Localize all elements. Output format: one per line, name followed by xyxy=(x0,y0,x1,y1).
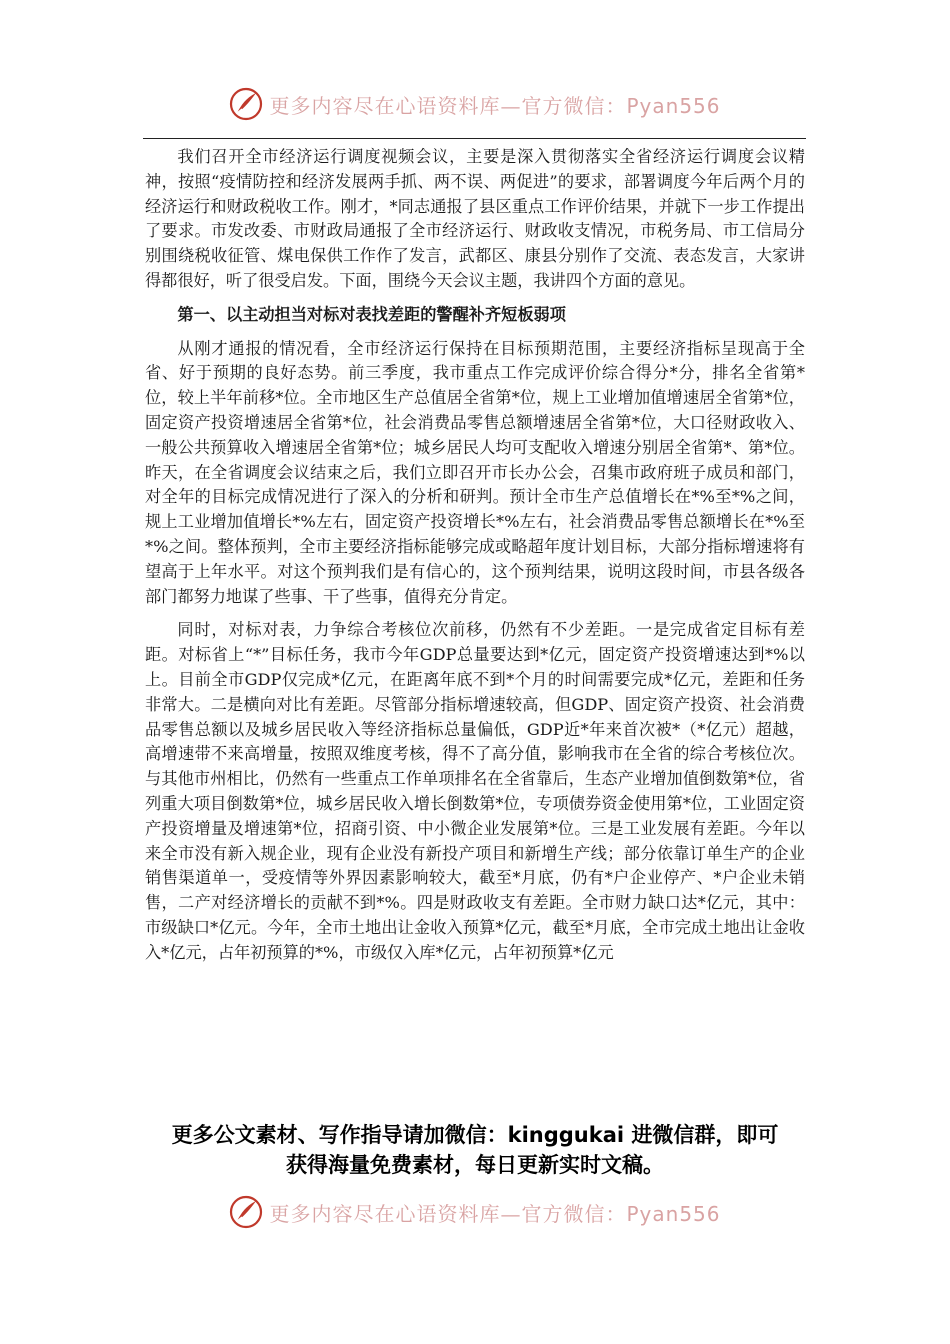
banner-wechat-id: Pyan556 xyxy=(626,93,721,118)
promo-line-2: 获得海量免费素材，每日更新实时文稿。 xyxy=(286,1153,664,1177)
paragraph-situation: 从刚才通报的情况看，全市经济运行保持在目标预期范围，主要经济指标呈现高于全省、好于预期的良好态势。前三季度，我市重点工作完成评价综合得分*分，排名全省第*位，较上半年前移*位。全市地区生产总值居全省第*位，规上工业增加值增速居全省第*位，固定资产投资增速居全省第*位，社会消费品零售总额增速居全省第*位，大口径财政收入、一般公共预算收入增速居全省第*位；城乡居民人均可支配收入增速分别居全省第*、第*位。昨天，在全省调度会议结束之后，我们立即召开市长办公会，召集市政府班子成员和部门，对全年的目标完成情况进行了深入的分析和研判。预计全市生产总值增长在*%至*%之间，规上工业增加值增长*%左右，固定资产投资增长*%左右，社会消费品零售总额增长在*%至*%之间。整体预判，全市主要经济指标能够完成或略超年度计划目标，大部分指标增速将有望高于上年水平。对这个预判我们是有信心的，这个预判结果，说明这段时间，市县各级各部门都努力地谋了些事、干了些事，值得充分肯定。 xyxy=(145,338,805,606)
header-banner xyxy=(0,84,950,124)
header-divider xyxy=(143,138,806,139)
promo-line-1: 更多公文素材、写作指导请加微信：kinggukai 进微信群，即可 xyxy=(171,1123,779,1147)
paragraph-gaps: 同时，对标对表，力争综合考核位次前移，仍然有不少差距。一是完成省定目标有差距。对标省上“*”目标任务，我市今年GDP总量要达到*亿元，固定资产投资增速达到*%以上。目前全市GDP仅完成*亿元，在距离年底不到*个月的时间需要完成*亿元，差距和任务非常大。二是横向对比有差距。尽管部分指标增速较高，但GDP、固定资产投资、社会消费品零售总额以及城乡居民收入等经济指标总量偏低，GDP近*年来首次被*（*亿元）超越，高增速带不来高增量，按照双维度考核，得不了高分值，影响我市在全省的综合考核位次。与其他市州相比，仍然有一些重点工作单项排名在全省靠后，生态产业增加值倒数第*位，省列重大项目倒数第*位，城乡居民收入增长倒数第*位，专项债券资金使用第*位，工业固定资产投资增量及增速第*位，招商引资、中小微企业发展第*位。三是工业发展有差距。今年以来全市没有新入规企业，现有企业没有新投产项目和新增生产线；部分依靠订单生产的企业销售渠道单一，受疫情等外界因素影响较大，截至*月底，仍有*户企业停产、*户企业未销售，二产对经济增长的贡献不到*%。四是财政收支有差距。全市财力缺口达*亿元，其中：市级缺口*亿元。今年，全市土地出让金收入预算*亿元，截至*月底，全市完成土地出让金收入*亿元，占年初预算的*%，市级仅入库*亿元，占年初预算*亿元 xyxy=(145,620,805,962)
feather-pen-icon xyxy=(229,1195,263,1229)
paragraph-intro: 我们召开全市经济运行调度视频会议，主要是深入贯彻落实全省经济运行调度会议精神，按照“疫情防控和经济发展两手抓、两不误、两促进”的要求，部署调度今年后两个月的经济运行和财政税收工作。刚才，*同志通报了县区重点工作评价结果，并就下一步工作提出了要求。市发改委、市财政局通报了全市经济运行、财政收支情况，市税务局、市工信局分别围绕税收征管、煤电保供工作作了发言，武都区、康县分别作了交流、表态发言，大家讲得都很好，听了很受启发。下面，围绕今天会议主题，我讲四个方面的意见。 xyxy=(145,147,805,290)
section-heading-1: 第一、以主动担当对标对表找差距的警醒补齐短板弱项 xyxy=(177,304,566,324)
document-body xyxy=(145,145,805,966)
promo-notice xyxy=(130,1120,820,1180)
footer-banner-text: 更多内容尽在心语资料库—官方微信：Pyan556 xyxy=(269,1201,721,1226)
footer-banner xyxy=(0,1192,950,1232)
banner-text: 更多内容尽在心语资料库—官方微信：Pyan556 xyxy=(269,93,721,118)
footer-wechat-id: Pyan556 xyxy=(626,1201,721,1226)
feather-pen-icon xyxy=(229,87,263,121)
